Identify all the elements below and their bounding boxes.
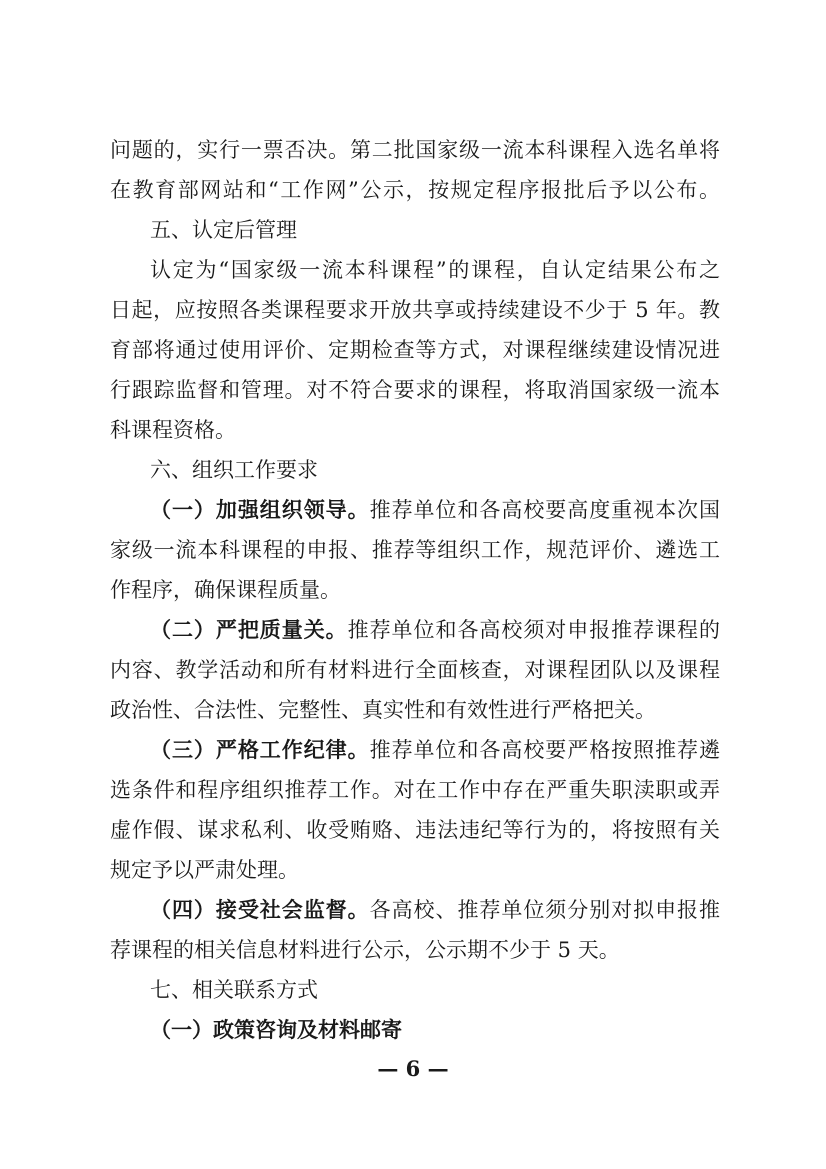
paragraph-line: 育部将通过使用评价、定期检查等方式，对课程继续建设情况进 — [110, 338, 720, 362]
paragraph-text: 各高校、推荐单位须分别对拟申报推 — [369, 898, 721, 922]
paragraph-line: 政治性、合法性、完整性、真实性和有效性进行严格把关。 — [110, 698, 656, 722]
paragraph-line: 问题的，实行一票否决。第二批国家级一流本科课程入选名单将 — [110, 138, 720, 162]
paragraph-line: 荐课程的相关信息材料进行公示，公示期不少于 5 天。 — [110, 938, 620, 962]
paragraph-line: 虚作假、谋求私利、收受贿赂、违法违纪等行为的，将按照有关 — [110, 818, 720, 842]
paragraph-text: 推荐单位和各高校要高度重视本次国 — [369, 498, 721, 522]
paragraph-text: 推荐单位和各高校要严格按照推荐遴 — [369, 738, 721, 762]
paragraph-line: 规定予以严肃处理。 — [110, 858, 299, 882]
paragraph-line: 认定为“国家级一流本科课程”的课程，自认定结果公布之 — [150, 258, 720, 282]
subsection-title: （三）严格工作纪律。 — [150, 738, 370, 762]
paragraph-line — [150, 736, 720, 764]
subsection-title: （二）严把质量关。 — [150, 618, 348, 642]
paragraph-line — [150, 896, 720, 924]
subsection-title: （一）政策咨询及材料邮寄 — [150, 1018, 402, 1042]
paragraph-line: 作程序，确保课程质量。 — [110, 578, 341, 602]
section-heading-6: 六、组织工作要求 — [150, 458, 318, 482]
paragraph-line — [150, 616, 720, 644]
paragraph-line: 行跟踪监督和管理。对不符合要求的课程，将取消国家级一流本 — [110, 378, 720, 402]
paragraph-line: 家级一流本科课程的申报、推荐等组织工作，规范评价、遴选工 — [110, 538, 720, 562]
section-heading-7: 七、相关联系方式 — [150, 978, 318, 1002]
paragraph-line: 科课程资格。 — [110, 418, 236, 442]
section-heading-5: 五、认定后管理 — [150, 218, 297, 242]
paragraph-line — [150, 496, 720, 524]
subsection-title: （一）加强组织领导。 — [150, 498, 370, 522]
paragraph-line: 内容、教学活动和所有材料进行全面核查，对课程团队以及课程 — [110, 658, 720, 682]
paragraph-line: 在教育部网站和“工作网”公示，按规定程序报批后予以公布。 — [110, 178, 720, 202]
paragraph-line: 选条件和程序组织推荐工作。对在工作中存在严重失职渎职或弄 — [110, 778, 720, 802]
subsection-title: （四）接受社会监督。 — [150, 898, 370, 922]
page-number: — 6 — — [377, 1056, 449, 1081]
paragraph-line: 日起，应按照各类课程要求开放共享或持续建设不少于 5 年。教 — [110, 298, 720, 322]
paragraph-text: 推荐单位和各高校须对申报推荐课程的 — [347, 618, 720, 642]
